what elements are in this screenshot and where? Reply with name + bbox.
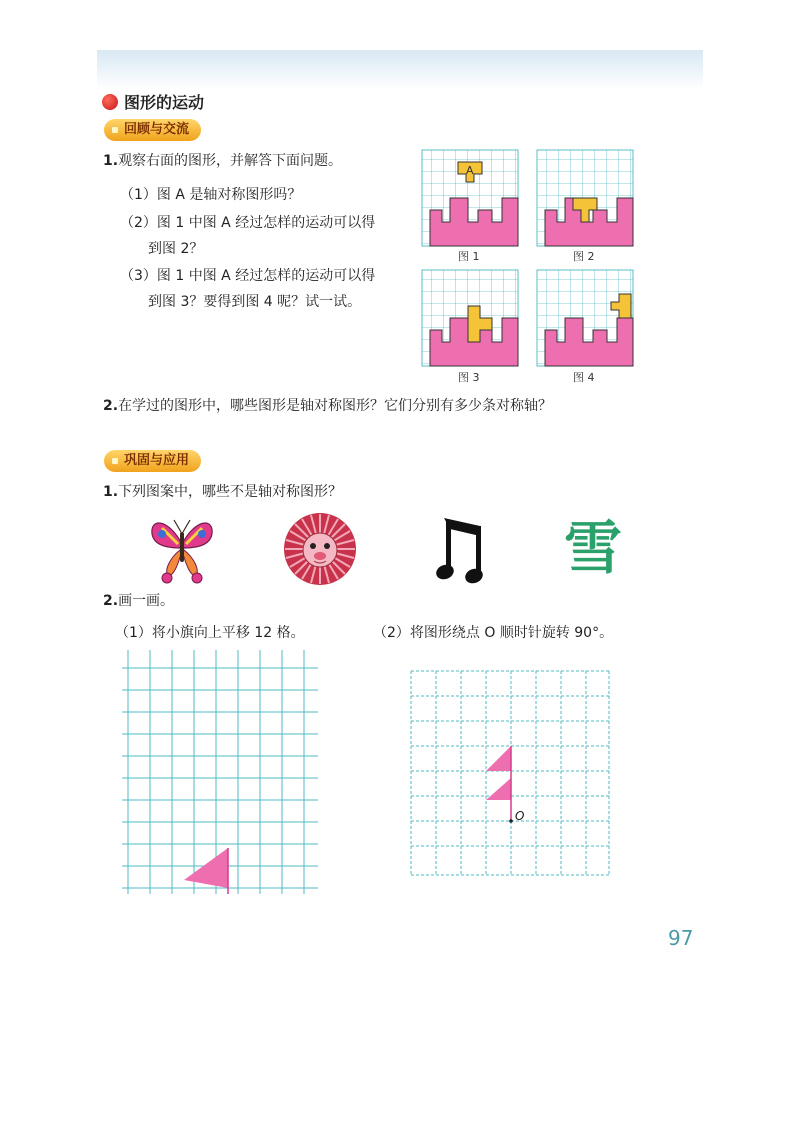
- page-header-band: [97, 50, 703, 90]
- practice-sub-2: （2）将图形绕点 O 顺时针旋转 90°。: [373, 625, 614, 641]
- review-question-2: 2.在学过的图形中，哪些图形是轴对称图形？它们分别有多少条对称轴？: [103, 398, 553, 414]
- page-number: 97: [668, 926, 694, 950]
- figure-3: [422, 270, 518, 366]
- point-o-label: O: [515, 809, 525, 823]
- section-title: 图形的运动: [102, 90, 204, 113]
- figure-2: [537, 150, 633, 246]
- figure-4-label: 图 4: [573, 371, 595, 384]
- figure-a-label: A: [466, 164, 474, 177]
- rotation-shape-lower: [486, 778, 511, 800]
- snow-character-icon: [563, 514, 623, 578]
- practice-question-1: 1.下列图案中，哪些不是轴对称图形？: [103, 484, 343, 500]
- practice-question-2: 2.画一画。: [103, 593, 175, 609]
- rotation-grid: [408, 668, 612, 878]
- figure-4: [537, 270, 633, 366]
- butterfly-icon: [148, 514, 216, 586]
- lion-face-icon: [283, 512, 357, 586]
- review-sub-1: （1）图 A 是轴对称图形吗？: [120, 187, 302, 203]
- review-sub-3-line1: （3）图 1 中图 A 经过怎样的运动可以得: [120, 268, 376, 284]
- review-question-1: 1.观察右面的图形，并解答下面问题。: [103, 153, 343, 169]
- flag-shape: [184, 848, 228, 888]
- rotation-shape-upper: [486, 746, 511, 771]
- figure-2-label: 图 2: [573, 250, 595, 263]
- review-sub-3-line2: 到图 3？要得到图 4 呢？试一试。: [148, 294, 362, 310]
- review-sub-2-line1: （2）图 1 中图 A 经过怎样的运动可以得: [120, 215, 376, 231]
- practice-tag: 巩固与应用: [104, 450, 201, 472]
- point-o: [509, 819, 513, 823]
- snow-character: 雪: [563, 514, 623, 578]
- music-note-icon: [436, 514, 488, 586]
- figure-3-label: 图 3: [458, 371, 480, 384]
- figure-1: [422, 150, 518, 246]
- figure-1-label: 图 1: [458, 250, 480, 263]
- translation-grid: [120, 648, 320, 896]
- review-sub-2-line2: 到图 2？: [148, 241, 204, 257]
- review-tag: 回顾与交流: [104, 119, 201, 141]
- practice-sub-1: （1）将小旗向上平移 12 格。: [115, 625, 305, 641]
- red-dot-icon: [102, 94, 118, 110]
- figures-1-4: [420, 148, 635, 384]
